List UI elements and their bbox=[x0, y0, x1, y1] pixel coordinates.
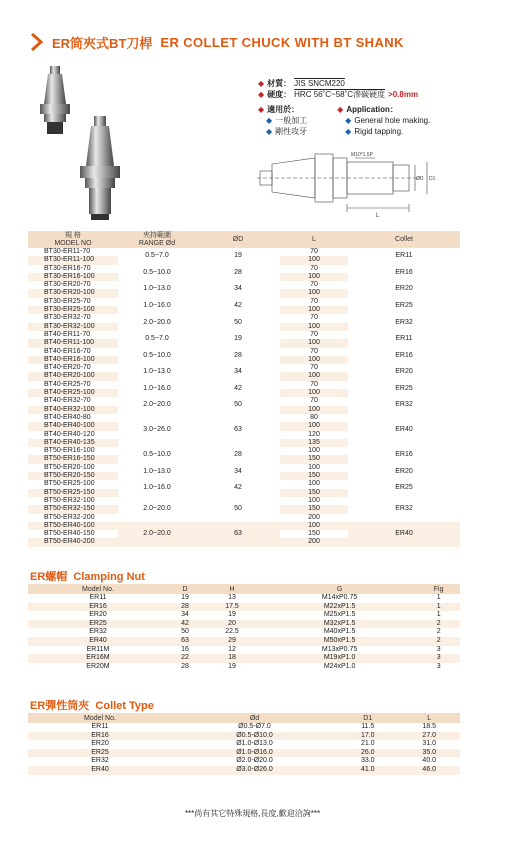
table-cell: 40.0 bbox=[422, 757, 437, 765]
diamond-bullet-icon: ◆ bbox=[258, 90, 265, 99]
table-cell: ER11 bbox=[89, 594, 107, 601]
column-header: Ød bbox=[172, 713, 337, 723]
table-cell: 46.0 bbox=[398, 766, 460, 775]
range-cell: 0.5~10.0 bbox=[143, 268, 171, 276]
table-cell: ER32 bbox=[91, 757, 109, 765]
range-cell: 1.0~13.0 bbox=[143, 368, 171, 376]
model-cell: BT30-ER20-70 bbox=[44, 281, 91, 289]
table-cell: 3 bbox=[436, 645, 441, 653]
collet-cell: ER11 bbox=[395, 335, 413, 343]
length-cell: 70 bbox=[310, 248, 318, 255]
table-cell: 33.0 bbox=[360, 757, 375, 765]
table-cell: 20 bbox=[202, 620, 262, 629]
range-cell: 1.0~16.0 bbox=[143, 484, 171, 492]
table-cell: 1 bbox=[436, 594, 441, 601]
length-cell: 100 bbox=[280, 356, 348, 364]
col-l: L bbox=[280, 231, 348, 248]
range-cell: 2.0~20.0 bbox=[143, 401, 171, 409]
column-header: Fig bbox=[417, 584, 460, 594]
model-cell: BT40-ER40-120 bbox=[44, 430, 95, 438]
length-cell: 135 bbox=[280, 439, 348, 447]
collet-cell: ER16 bbox=[395, 268, 413, 276]
table-row bbox=[28, 620, 460, 629]
diameter-cell: 50 bbox=[234, 318, 242, 326]
col-model: 規 格 MODEL NO bbox=[28, 231, 118, 248]
range-cell: 2.0~20.0 bbox=[143, 318, 171, 326]
table-cell: 41.0 bbox=[337, 766, 398, 775]
table-cell: Ø1.0-Ø13.0 bbox=[236, 740, 273, 748]
table-cell: M50xP1.5 bbox=[262, 637, 417, 646]
application-label: Application： bbox=[346, 105, 398, 114]
table-cell: 2 bbox=[417, 620, 460, 629]
page-title-en: ER COLLET CHUCK WITH BT SHANK bbox=[160, 34, 404, 50]
model-cell: BT30-ER32-70 bbox=[44, 314, 91, 322]
length-cell: 100 bbox=[280, 372, 348, 380]
length-cell: 150 bbox=[308, 530, 320, 538]
table-cell: M22xP1.5 bbox=[262, 603, 417, 612]
diameter-cell: 50 bbox=[234, 505, 242, 513]
length-cell: 100 bbox=[280, 339, 348, 347]
collet-type-table bbox=[28, 713, 460, 775]
model-cell: BT40-ER40-80 bbox=[44, 413, 91, 421]
table-cell: ER32 bbox=[89, 628, 107, 636]
table-cell: 35.0 bbox=[398, 749, 460, 758]
diamond-bullet-icon: ◆ bbox=[345, 127, 352, 136]
table-cell: 29 bbox=[202, 637, 262, 646]
material-label: 材質： bbox=[267, 79, 292, 88]
collet-chuck-photo-2 bbox=[80, 116, 120, 220]
table-row bbox=[28, 646, 460, 655]
table-cell: Ø2.0-Ø20.0 bbox=[236, 757, 273, 765]
table-cell: ER25 bbox=[28, 749, 172, 758]
model-cell: BT50-ER20-150 bbox=[28, 472, 118, 480]
use-cn-1: 一般加工 bbox=[275, 116, 308, 125]
table-cell: 17.0 bbox=[337, 732, 398, 741]
dim-l-label: L bbox=[376, 213, 380, 219]
model-cell: BT40-ER16-70 bbox=[44, 347, 91, 355]
range-cell: 0.5~10.0 bbox=[143, 451, 171, 459]
length-cell: 70 bbox=[310, 281, 318, 289]
table-cell: 31.0 bbox=[422, 740, 437, 748]
table-row bbox=[28, 723, 460, 732]
table-cell: 17.5 bbox=[202, 603, 262, 612]
col-d: ØD bbox=[196, 231, 280, 248]
table-cell: 26.0 bbox=[337, 749, 398, 758]
table-row bbox=[28, 732, 460, 741]
column-header: D bbox=[168, 584, 202, 594]
model-cell: BT50-ER32-150 bbox=[28, 505, 118, 513]
model-cell: BT40-ER11-100 bbox=[28, 339, 118, 347]
collet-cell: ER20 bbox=[395, 368, 413, 376]
length-cell: 70 bbox=[310, 297, 318, 305]
length-cell: 70 bbox=[310, 347, 318, 355]
table-row bbox=[28, 628, 460, 637]
table-cell: ER40 bbox=[28, 637, 168, 646]
table-row bbox=[28, 331, 460, 339]
table-cell: 3 bbox=[436, 662, 441, 670]
table-cell: 18 bbox=[202, 654, 262, 663]
clamping-nut-title: ER螺帽 Clamping Nut bbox=[30, 571, 145, 583]
collet-cell: ER25 bbox=[395, 484, 413, 492]
collet-cell: ER32 bbox=[395, 401, 413, 409]
table-cell: ER25 bbox=[28, 620, 168, 629]
table-cell: 63 bbox=[168, 637, 202, 646]
collet-type-title: ER彈性筒夾 Collet Type bbox=[30, 700, 154, 712]
model-cell: BT30-ER16-70 bbox=[44, 264, 91, 272]
specs-block bbox=[258, 78, 430, 137]
table-cell: 2 bbox=[436, 628, 441, 636]
table-row bbox=[28, 248, 460, 256]
dim-d-label: ØD bbox=[416, 176, 424, 182]
title-bar bbox=[30, 30, 404, 54]
table-row bbox=[28, 281, 460, 289]
material-row bbox=[258, 78, 430, 89]
model-cell: BT30-ER25-70 bbox=[44, 297, 91, 305]
table-header-row bbox=[28, 713, 460, 723]
hardness-value: HRC 56˚C~58˚C滲碳硬度 bbox=[294, 90, 386, 99]
length-cell: 100 bbox=[308, 480, 320, 488]
material-value: JIS SNCM220 bbox=[294, 79, 345, 88]
model-cell: BT40-ER40-100 bbox=[28, 422, 118, 430]
usage-en bbox=[337, 104, 430, 137]
diamond-bullet-icon: ◆ bbox=[337, 105, 344, 114]
model-cell: BT30-ER32-100 bbox=[28, 323, 118, 331]
table-row bbox=[28, 464, 460, 472]
thread-label: M10*1.5P bbox=[351, 152, 373, 158]
table-cell: 18.5 bbox=[422, 723, 437, 730]
collet-cell: ER40 bbox=[348, 522, 460, 547]
table-cell: M19xP1.0 bbox=[262, 654, 417, 663]
diameter-cell: 42 bbox=[234, 301, 242, 309]
table-row bbox=[28, 298, 460, 306]
table-cell: 42 bbox=[168, 620, 202, 629]
table-cell: Ø0.5-Ø10.0 bbox=[172, 732, 337, 741]
column-header: D1 bbox=[337, 713, 398, 723]
diamond-bullet-icon: ◆ bbox=[345, 116, 352, 125]
table-row bbox=[28, 265, 460, 273]
table-cell: M14xP0.75 bbox=[321, 594, 358, 601]
column-header: H bbox=[202, 584, 262, 594]
table-cell: 1 bbox=[436, 611, 441, 619]
table-cell: 11.5 bbox=[361, 723, 375, 730]
length-cell: 100 bbox=[280, 289, 348, 297]
diameter-cell: 19 bbox=[234, 252, 242, 260]
length-cell: 70 bbox=[310, 264, 318, 272]
table-header-row bbox=[28, 231, 460, 248]
table-cell: 22.5 bbox=[225, 628, 239, 636]
range-cell: 0.5~10.0 bbox=[143, 351, 171, 359]
table-cell: 12 bbox=[228, 645, 236, 653]
table-row bbox=[28, 497, 460, 505]
length-cell: 100 bbox=[280, 422, 348, 430]
range-cell: 0.5~7.0 bbox=[145, 335, 169, 343]
table-cell: ER40 bbox=[28, 766, 172, 775]
model-cell: BT50-ER32-200 bbox=[44, 513, 95, 521]
model-cell: BT50-ER40-200 bbox=[28, 538, 118, 546]
table-cell: 19 bbox=[228, 662, 236, 670]
length-cell: 70 bbox=[310, 364, 318, 372]
diameter-cell: 34 bbox=[234, 467, 242, 475]
model-cell: BT50-ER32-100 bbox=[44, 496, 95, 504]
length-cell: 100 bbox=[280, 273, 348, 281]
table-row bbox=[28, 381, 460, 389]
diamond-bullet-icon: ◆ bbox=[258, 105, 265, 114]
table-row bbox=[28, 364, 460, 372]
table-cell: Ø0.5-Ø7.0 bbox=[238, 723, 271, 730]
table-cell: ER16 bbox=[28, 603, 168, 612]
table-row bbox=[28, 414, 460, 422]
table-cell: 16 bbox=[181, 645, 189, 653]
table-header-row bbox=[28, 584, 460, 594]
table-cell: 27.0 bbox=[398, 732, 460, 741]
length-cell: 150 bbox=[280, 505, 348, 513]
column-header: L bbox=[398, 713, 460, 723]
model-cell: BT50-ER40-100 bbox=[28, 522, 118, 530]
collet-cell: ER25 bbox=[395, 384, 413, 392]
table-cell: M32xP1.5 bbox=[262, 620, 417, 629]
range-cell: 1.0~16.0 bbox=[143, 301, 171, 309]
diameter-cell: 34 bbox=[234, 368, 242, 376]
clamping-nut-table bbox=[28, 584, 460, 671]
length-cell: 150 bbox=[280, 472, 348, 480]
range-cell: 2.0~20.0 bbox=[118, 522, 196, 547]
length-cell: 70 bbox=[310, 397, 318, 405]
collet-cell: ER25 bbox=[395, 301, 413, 309]
table-cell: 34 bbox=[181, 611, 189, 619]
length-cell: 100 bbox=[308, 447, 320, 455]
table-row bbox=[28, 766, 460, 775]
length-cell: 70 bbox=[310, 314, 318, 322]
column-header: Model No. bbox=[28, 584, 168, 594]
length-cell: 70 bbox=[310, 380, 318, 388]
use-cn-2: 剛性攻牙 bbox=[275, 127, 308, 136]
table-cell: 50 bbox=[181, 628, 189, 636]
table-cell: 19 bbox=[228, 611, 236, 619]
length-cell: 100 bbox=[280, 323, 348, 331]
table-cell: ER11M bbox=[86, 645, 110, 653]
table-row bbox=[28, 594, 460, 603]
hardness-label: 硬度： bbox=[267, 90, 292, 99]
collet-cell: ER32 bbox=[395, 318, 413, 326]
table-row bbox=[28, 447, 460, 455]
range-cell: 0.5~7.0 bbox=[145, 252, 169, 260]
diameter-cell: 42 bbox=[234, 484, 242, 492]
collet-cell: ER11 bbox=[395, 252, 413, 260]
length-cell: 150 bbox=[280, 489, 348, 497]
table-cell: 1 bbox=[417, 603, 460, 612]
col-range: 夾持範圍 RANGE Ød bbox=[118, 231, 196, 248]
dim-d1-label: D1 bbox=[429, 176, 436, 182]
table-row bbox=[28, 480, 460, 488]
collet-chuck-photo-1 bbox=[40, 66, 70, 134]
table-row bbox=[28, 637, 460, 646]
chevron-right-icon bbox=[30, 32, 44, 52]
footer-note: ***尚有其它特殊規格,長度,歡迎洽詢*** bbox=[184, 809, 321, 818]
length-cell: 120 bbox=[308, 430, 320, 438]
collet-cell: ER32 bbox=[395, 505, 413, 513]
collet-cell: ER16 bbox=[395, 451, 413, 459]
model-cell: BT50-ER16-150 bbox=[28, 455, 118, 463]
table-cell: M40xP1.5 bbox=[323, 628, 356, 636]
diameter-cell: 34 bbox=[234, 285, 242, 293]
technical-drawing bbox=[255, 148, 455, 220]
diameter-cell: 63 bbox=[196, 522, 280, 547]
hardness-row bbox=[258, 89, 430, 100]
use-label: 適用於： bbox=[267, 105, 300, 114]
length-cell: 200 bbox=[280, 538, 348, 546]
model-cell: BT50-ER25-150 bbox=[28, 489, 118, 497]
diameter-cell: 28 bbox=[234, 351, 242, 359]
table-row bbox=[28, 522, 460, 530]
column-header: G bbox=[262, 584, 417, 594]
table-cell: 28 bbox=[168, 603, 202, 612]
table-cell: 13 bbox=[228, 594, 236, 601]
model-cell: BT40-ER20-100 bbox=[28, 372, 118, 380]
length-cell: 80 bbox=[310, 413, 318, 421]
table-row bbox=[28, 314, 460, 322]
collet-cell: ER40 bbox=[395, 426, 413, 434]
length-cell: 100 bbox=[280, 406, 348, 414]
collet-cell: ER20 bbox=[395, 285, 413, 293]
table-cell: ER11 bbox=[91, 723, 109, 730]
length-cell: 150 bbox=[280, 455, 348, 463]
table-cell: ER20 bbox=[89, 611, 107, 619]
model-cell: BT40-ER40-135 bbox=[28, 439, 118, 447]
table-cell: M24xP1.0 bbox=[323, 662, 356, 670]
application-2: Rigid tapping. bbox=[354, 127, 404, 136]
table-cell: Ø1.0-Ø16.0 bbox=[172, 749, 337, 758]
model-cell: BT50-ER20-100 bbox=[44, 463, 95, 471]
table-row bbox=[28, 611, 460, 620]
table-cell: ER20 bbox=[91, 740, 109, 748]
table-cell: M25xP1.5 bbox=[323, 611, 356, 619]
table-cell: 22 bbox=[168, 654, 202, 663]
model-cell: BT40-ER20-70 bbox=[44, 364, 91, 372]
table-cell: ER16M bbox=[28, 654, 168, 663]
length-cell: 200 bbox=[308, 513, 320, 521]
table-cell: 2 bbox=[417, 637, 460, 646]
range-cell: 3.0~26.0 bbox=[143, 426, 171, 434]
table-cell: M13xP0.75 bbox=[321, 645, 358, 653]
diamond-bullet-icon: ◆ bbox=[258, 79, 265, 88]
model-cell: BT30-ER16-100 bbox=[28, 273, 118, 281]
model-cell: BT50-ER16-100 bbox=[44, 447, 95, 455]
model-cell: BT30-ER20-100 bbox=[28, 289, 118, 297]
table-row bbox=[28, 397, 460, 405]
collet-chuck-table bbox=[28, 231, 460, 547]
model-cell: BT40-ER25-70 bbox=[44, 380, 91, 388]
range-cell: 1.0~13.0 bbox=[143, 285, 171, 293]
table-cell: ER20M bbox=[86, 662, 110, 670]
model-cell: BT50-ER25-100 bbox=[44, 480, 95, 488]
usage-cn bbox=[258, 104, 307, 137]
model-cell: BT40-ER32-70 bbox=[44, 397, 91, 405]
page-title-cn: ER筒夾式BT刀桿 bbox=[52, 35, 153, 51]
range-cell: 2.0~20.0 bbox=[143, 505, 171, 513]
range-cell: 1.0~13.0 bbox=[143, 467, 171, 475]
table-cell: 3 bbox=[417, 654, 460, 663]
collet-cell: ER16 bbox=[395, 351, 413, 359]
table-cell: 19 bbox=[181, 594, 189, 601]
column-header: Model No. bbox=[28, 713, 172, 723]
model-cell: BT40-ER16-100 bbox=[28, 356, 118, 364]
model-cell: BT30-ER11-100 bbox=[28, 256, 118, 264]
usage-columns bbox=[258, 104, 430, 137]
table-row bbox=[28, 603, 460, 612]
model-cell: BT40-ER11-70 bbox=[44, 330, 91, 338]
table-row bbox=[28, 654, 460, 663]
table-cell: 28 bbox=[181, 662, 189, 670]
hardness-depth: >0.8mm bbox=[388, 90, 419, 99]
collet-cell: ER20 bbox=[395, 467, 413, 475]
diameter-cell: 19 bbox=[234, 335, 242, 343]
length-cell: 70 bbox=[310, 330, 318, 338]
length-cell: 100 bbox=[280, 522, 348, 530]
product-photos bbox=[30, 64, 130, 222]
table-cell: Ø3.0-Ø26.0 bbox=[172, 766, 337, 775]
diamond-bullet-icon: ◆ bbox=[266, 127, 273, 136]
model-cell: BT40-ER25-100 bbox=[28, 389, 118, 397]
table-row bbox=[28, 740, 460, 749]
diameter-cell: 63 bbox=[234, 426, 242, 434]
model-cell: BT40-ER32-100 bbox=[28, 406, 118, 414]
table-cell: 21.0 bbox=[360, 740, 375, 748]
length-cell: 100 bbox=[308, 463, 320, 471]
application-1: General hole making. bbox=[354, 116, 431, 125]
diameter-cell: 42 bbox=[234, 384, 242, 392]
range-cell: 1.0~16.0 bbox=[143, 384, 171, 392]
length-cell: 100 bbox=[280, 389, 348, 397]
table-row bbox=[28, 663, 460, 672]
model-cell: BT30-ER25-100 bbox=[28, 306, 118, 314]
model-cell: BT50-ER40-150 bbox=[44, 530, 95, 538]
diameter-cell: 50 bbox=[234, 401, 242, 409]
table-row bbox=[28, 757, 460, 766]
diamond-bullet-icon: ◆ bbox=[266, 116, 273, 125]
table-row bbox=[28, 749, 460, 758]
length-cell: 100 bbox=[280, 256, 348, 264]
table-row bbox=[28, 348, 460, 356]
col-collet: Collet bbox=[348, 231, 460, 248]
diameter-cell: 28 bbox=[234, 268, 242, 276]
diameter-cell: 28 bbox=[234, 451, 242, 459]
length-cell: 100 bbox=[280, 306, 348, 314]
model-cell: BT30-ER11-70 bbox=[44, 248, 91, 255]
length-cell: 100 bbox=[308, 496, 320, 504]
table-cell: ER16 bbox=[28, 732, 172, 741]
